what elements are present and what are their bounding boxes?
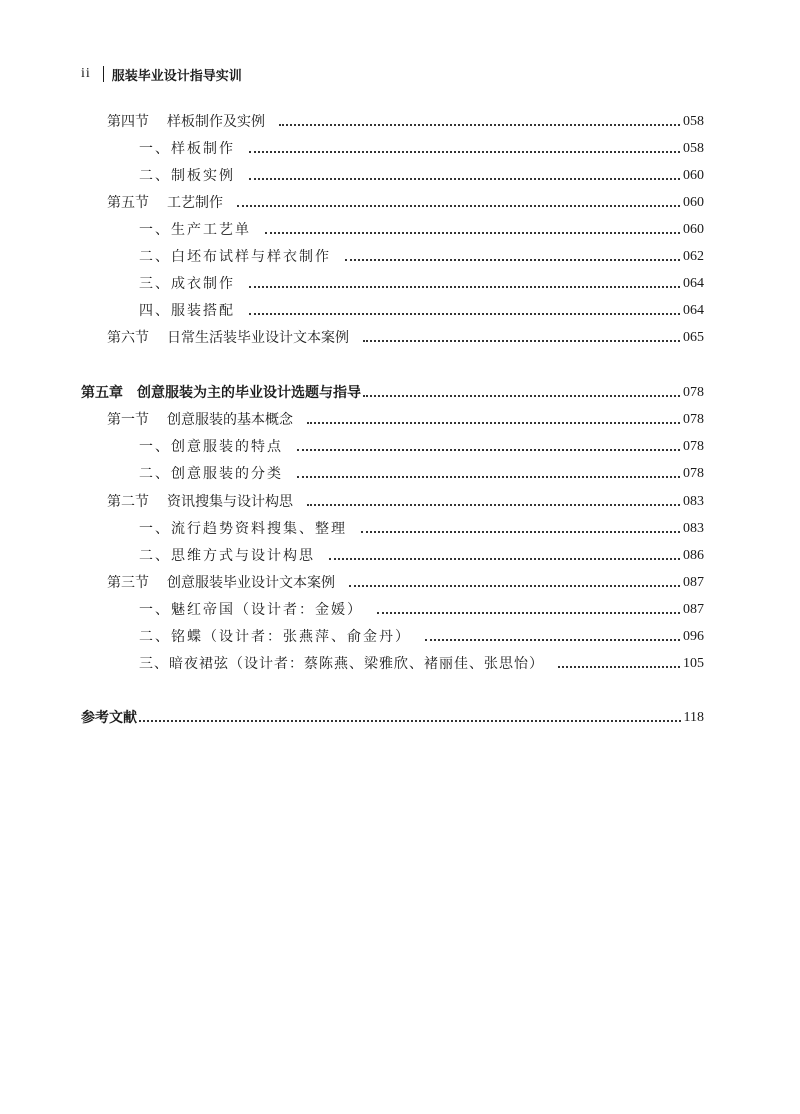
section-title: 创意服装毕业设计文本案例 bbox=[167, 575, 335, 591]
dot-leader bbox=[363, 395, 680, 397]
page-number: 058 bbox=[683, 114, 704, 129]
subsection-title: 二、创意服装的分类 bbox=[139, 466, 283, 482]
section-number: 第六节 bbox=[107, 330, 149, 346]
subsection-title: 三、成衣制作 bbox=[139, 276, 235, 292]
section-number: 第二节 bbox=[107, 494, 149, 510]
page-number: 065 bbox=[683, 330, 704, 345]
section-number: 第三节 bbox=[107, 575, 149, 591]
section-title: 创意服装的基本概念 bbox=[167, 412, 293, 428]
toc-section-entry[interactable] bbox=[107, 326, 704, 348]
toc-section-entry[interactable] bbox=[107, 490, 704, 512]
dot-leader bbox=[265, 232, 680, 234]
toc-subsection-entry[interactable] bbox=[139, 272, 704, 294]
toc-section-entry[interactable] bbox=[107, 191, 704, 213]
page-number: 087 bbox=[683, 575, 704, 590]
page-number: 064 bbox=[683, 276, 704, 291]
page-number: 118 bbox=[683, 710, 704, 725]
dot-leader bbox=[249, 151, 680, 153]
toc-subsection-entry[interactable] bbox=[139, 164, 704, 186]
page-number: 087 bbox=[683, 602, 704, 617]
toc-section-entry[interactable] bbox=[107, 571, 704, 593]
dot-leader bbox=[558, 666, 680, 668]
subsection-title: 二、白坯布试样与样衣制作 bbox=[139, 249, 331, 265]
toc-subsection-entry[interactable] bbox=[139, 517, 704, 539]
toc-section-entry[interactable] bbox=[107, 408, 704, 430]
page-number: 086 bbox=[683, 548, 704, 563]
toc-chapter-entry[interactable] bbox=[81, 381, 704, 403]
dot-leader bbox=[425, 639, 680, 641]
toc-subsection-entry[interactable] bbox=[139, 137, 704, 159]
page-number: 096 bbox=[683, 629, 704, 644]
dot-leader bbox=[377, 612, 680, 614]
toc-subsection-entry[interactable] bbox=[139, 245, 704, 267]
section-title: 日常生活装毕业设计文本案例 bbox=[167, 330, 349, 346]
page-number: 078 bbox=[683, 412, 704, 427]
toc-references-entry[interactable] bbox=[81, 706, 704, 728]
dot-leader bbox=[279, 124, 680, 126]
dot-leader bbox=[363, 340, 680, 342]
dot-leader bbox=[139, 720, 681, 722]
dot-leader bbox=[297, 476, 680, 478]
toc-subsection-entry[interactable] bbox=[139, 462, 704, 484]
page-number: 083 bbox=[683, 494, 704, 509]
subsection-title: 二、思维方式与设计构思 bbox=[139, 548, 315, 564]
toc-section-entry[interactable] bbox=[107, 110, 704, 132]
subsection-title: 二、铭蝶（设计者：张燕萍、俞金丹） bbox=[139, 629, 411, 645]
subsection-title: 四、服装搭配 bbox=[139, 303, 235, 319]
subsection-title: 一、生产工艺单 bbox=[139, 222, 251, 238]
subsection-title: 一、样板制作 bbox=[139, 141, 235, 157]
section-number: 第一节 bbox=[107, 412, 149, 428]
dot-leader bbox=[297, 449, 680, 451]
dot-leader bbox=[237, 205, 680, 207]
subsection-title: 一、创意服装的特点 bbox=[139, 439, 283, 455]
section-title: 资讯搜集与设计构思 bbox=[167, 494, 293, 510]
dot-leader bbox=[307, 504, 680, 506]
page-number: 078 bbox=[683, 385, 704, 400]
chapter-title: 第五章 创意服装为主的毕业设计选题与指导 bbox=[81, 385, 361, 401]
page-number: 060 bbox=[683, 222, 704, 237]
dot-leader bbox=[361, 531, 680, 533]
dot-leader bbox=[307, 422, 680, 424]
page-number: 060 bbox=[683, 168, 704, 183]
section-title: 样板制作及实例 bbox=[167, 114, 265, 130]
page-number: 064 bbox=[683, 303, 704, 318]
page-number: 078 bbox=[683, 439, 704, 454]
page-number: 058 bbox=[683, 141, 704, 156]
toc-subsection-entry[interactable] bbox=[139, 625, 704, 647]
dot-leader bbox=[345, 259, 680, 261]
toc-subsection-entry[interactable] bbox=[139, 299, 704, 321]
page-number: 060 bbox=[683, 195, 704, 210]
header-page-number: ii bbox=[81, 66, 91, 81]
section-number: 第五节 bbox=[107, 195, 149, 211]
header-book-title: 服装毕业设计指导实训 bbox=[111, 68, 242, 84]
page-number: 062 bbox=[683, 249, 704, 264]
dot-leader bbox=[249, 313, 680, 315]
section-title: 工艺制作 bbox=[167, 195, 223, 211]
subsection-title: 二、制板实例 bbox=[139, 168, 235, 184]
page-number: 078 bbox=[683, 466, 704, 481]
toc-subsection-entry[interactable] bbox=[139, 598, 704, 620]
header-divider bbox=[103, 66, 104, 82]
subsection-title: 一、流行趋势资料搜集、整理 bbox=[139, 521, 347, 537]
page-number: 105 bbox=[683, 656, 704, 671]
subsection-title: 一、魅红帝国（设计者：金媛） bbox=[139, 602, 363, 618]
dot-leader bbox=[329, 558, 680, 560]
toc-subsection-entry[interactable] bbox=[139, 218, 704, 240]
dot-leader bbox=[249, 178, 680, 180]
references-title: 参考文献 bbox=[81, 710, 137, 726]
dot-leader bbox=[249, 286, 680, 288]
running-header bbox=[81, 64, 242, 84]
section-number: 第四节 bbox=[107, 114, 149, 130]
toc-subsection-entry[interactable] bbox=[139, 652, 704, 674]
dot-leader bbox=[349, 585, 680, 587]
subsection-title: 三、暗夜裙弦（设计者：蔡陈燕、梁雅欣、褚丽佳、张思怡） bbox=[139, 656, 544, 672]
page-number: 083 bbox=[683, 521, 704, 536]
toc-subsection-entry[interactable] bbox=[139, 435, 704, 457]
toc-subsection-entry[interactable] bbox=[139, 544, 704, 566]
